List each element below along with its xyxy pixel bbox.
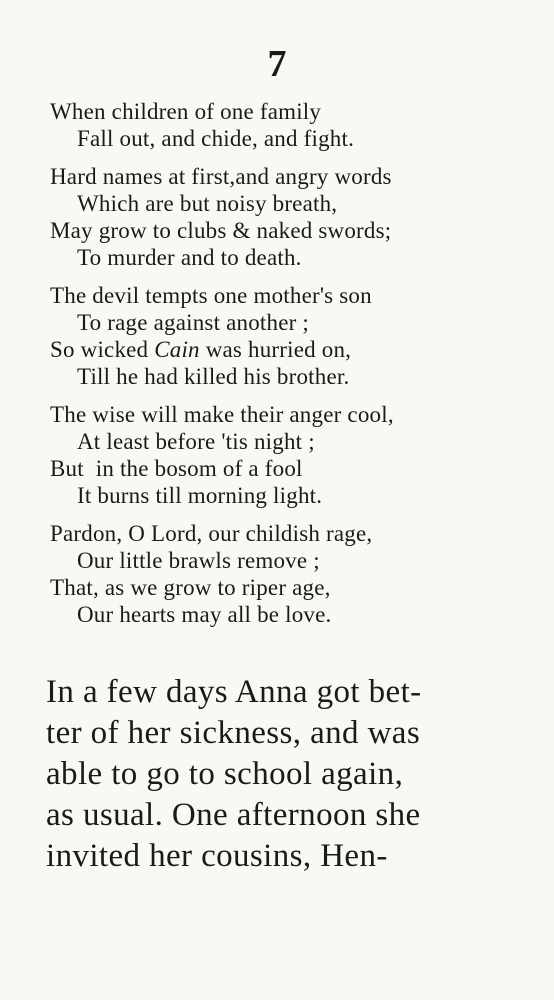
prose-line: invited her cousins, Hen- bbox=[46, 838, 388, 874]
poem-line: Hard names at first,and angry words bbox=[50, 164, 392, 189]
poem-line: To rage against another ; bbox=[77, 310, 310, 335]
poem-line: That, as we grow to riper age, bbox=[50, 575, 331, 600]
poem-line: At least before 'tis night ; bbox=[77, 429, 315, 454]
italic-name-cain: Cain bbox=[154, 337, 200, 362]
poem-line: Our hearts may all be love. bbox=[77, 602, 332, 627]
poem bbox=[50, 98, 520, 639]
poem-line: Till he had killed his brother. bbox=[77, 364, 350, 389]
prose-line: ter of her sickness, and was bbox=[46, 715, 421, 751]
poem-line: But in the bosom of a fool bbox=[50, 456, 303, 481]
poem-line: The wise will make their anger cool, bbox=[50, 402, 394, 427]
page-number: 7 bbox=[267, 43, 287, 85]
prose-paragraph bbox=[46, 672, 516, 877]
prose-line: In a few days Anna got bet- bbox=[46, 674, 422, 710]
poem-stanza bbox=[50, 98, 520, 152]
poem-line: When children of one family bbox=[50, 99, 322, 124]
poem-stanza bbox=[50, 163, 520, 271]
poem-line: The devil tempts one mother's son bbox=[50, 283, 372, 308]
poem-line: Fall out, and chide, and fight. bbox=[77, 126, 355, 151]
prose-line: as usual. One afternoon she bbox=[46, 797, 421, 833]
poem-line-part: was hurried on, bbox=[199, 337, 352, 362]
poem-line: To murder and to death. bbox=[77, 245, 302, 270]
poem-line: Pardon, O Lord, our childish rage, bbox=[50, 521, 373, 546]
poem-line: Which are but noisy breath, bbox=[77, 191, 338, 216]
poem-line: May grow to clubs & naked swords; bbox=[50, 218, 392, 243]
prose-line: able to go to school again, bbox=[46, 756, 404, 792]
poem-stanza bbox=[50, 282, 520, 390]
poem-stanza bbox=[50, 401, 520, 509]
poem-stanza bbox=[50, 520, 520, 628]
poem-line-part: So wicked bbox=[50, 337, 155, 362]
poem-line: Our little brawls remove ; bbox=[77, 548, 320, 573]
poem-line: It burns till morning light. bbox=[77, 483, 323, 508]
poem-line bbox=[50, 336, 520, 363]
